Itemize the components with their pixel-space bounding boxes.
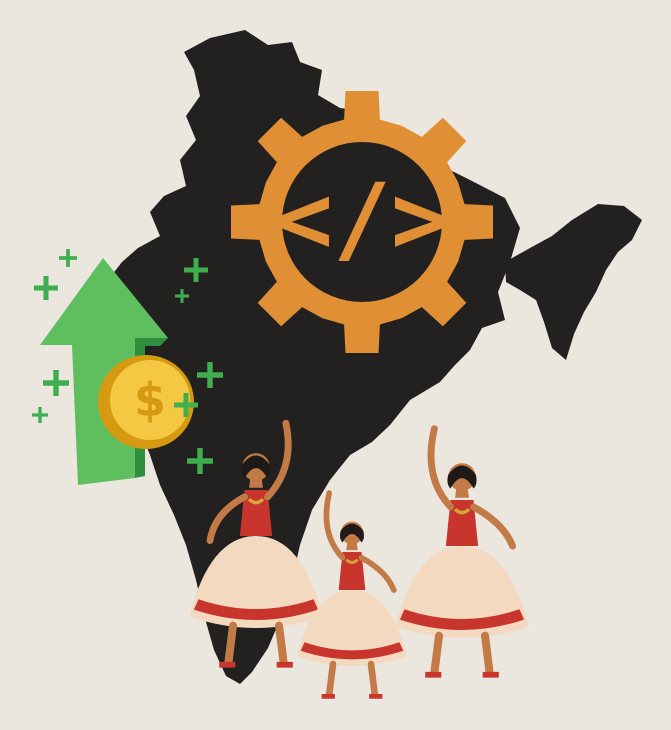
dancer-center-arm-left bbox=[326, 493, 342, 558]
dancer-right-arm-right bbox=[474, 507, 513, 546]
code-brackets-icon: </> bbox=[275, 163, 449, 275]
coin-dollar-symbol: $ bbox=[133, 373, 167, 427]
gear-code-icon bbox=[231, 91, 493, 353]
dancer-right-legs bbox=[434, 636, 489, 673]
plus-icon bbox=[59, 249, 77, 267]
dancer-right bbox=[395, 429, 528, 675]
india-northeast bbox=[505, 204, 642, 360]
plus-icon bbox=[43, 370, 69, 396]
plus-icon bbox=[34, 276, 58, 300]
dancer-center-arm-right bbox=[362, 558, 394, 590]
dancer-center-legs bbox=[329, 664, 375, 694]
dancer-right-arm-left bbox=[431, 429, 450, 507]
plus-icon bbox=[32, 407, 48, 423]
